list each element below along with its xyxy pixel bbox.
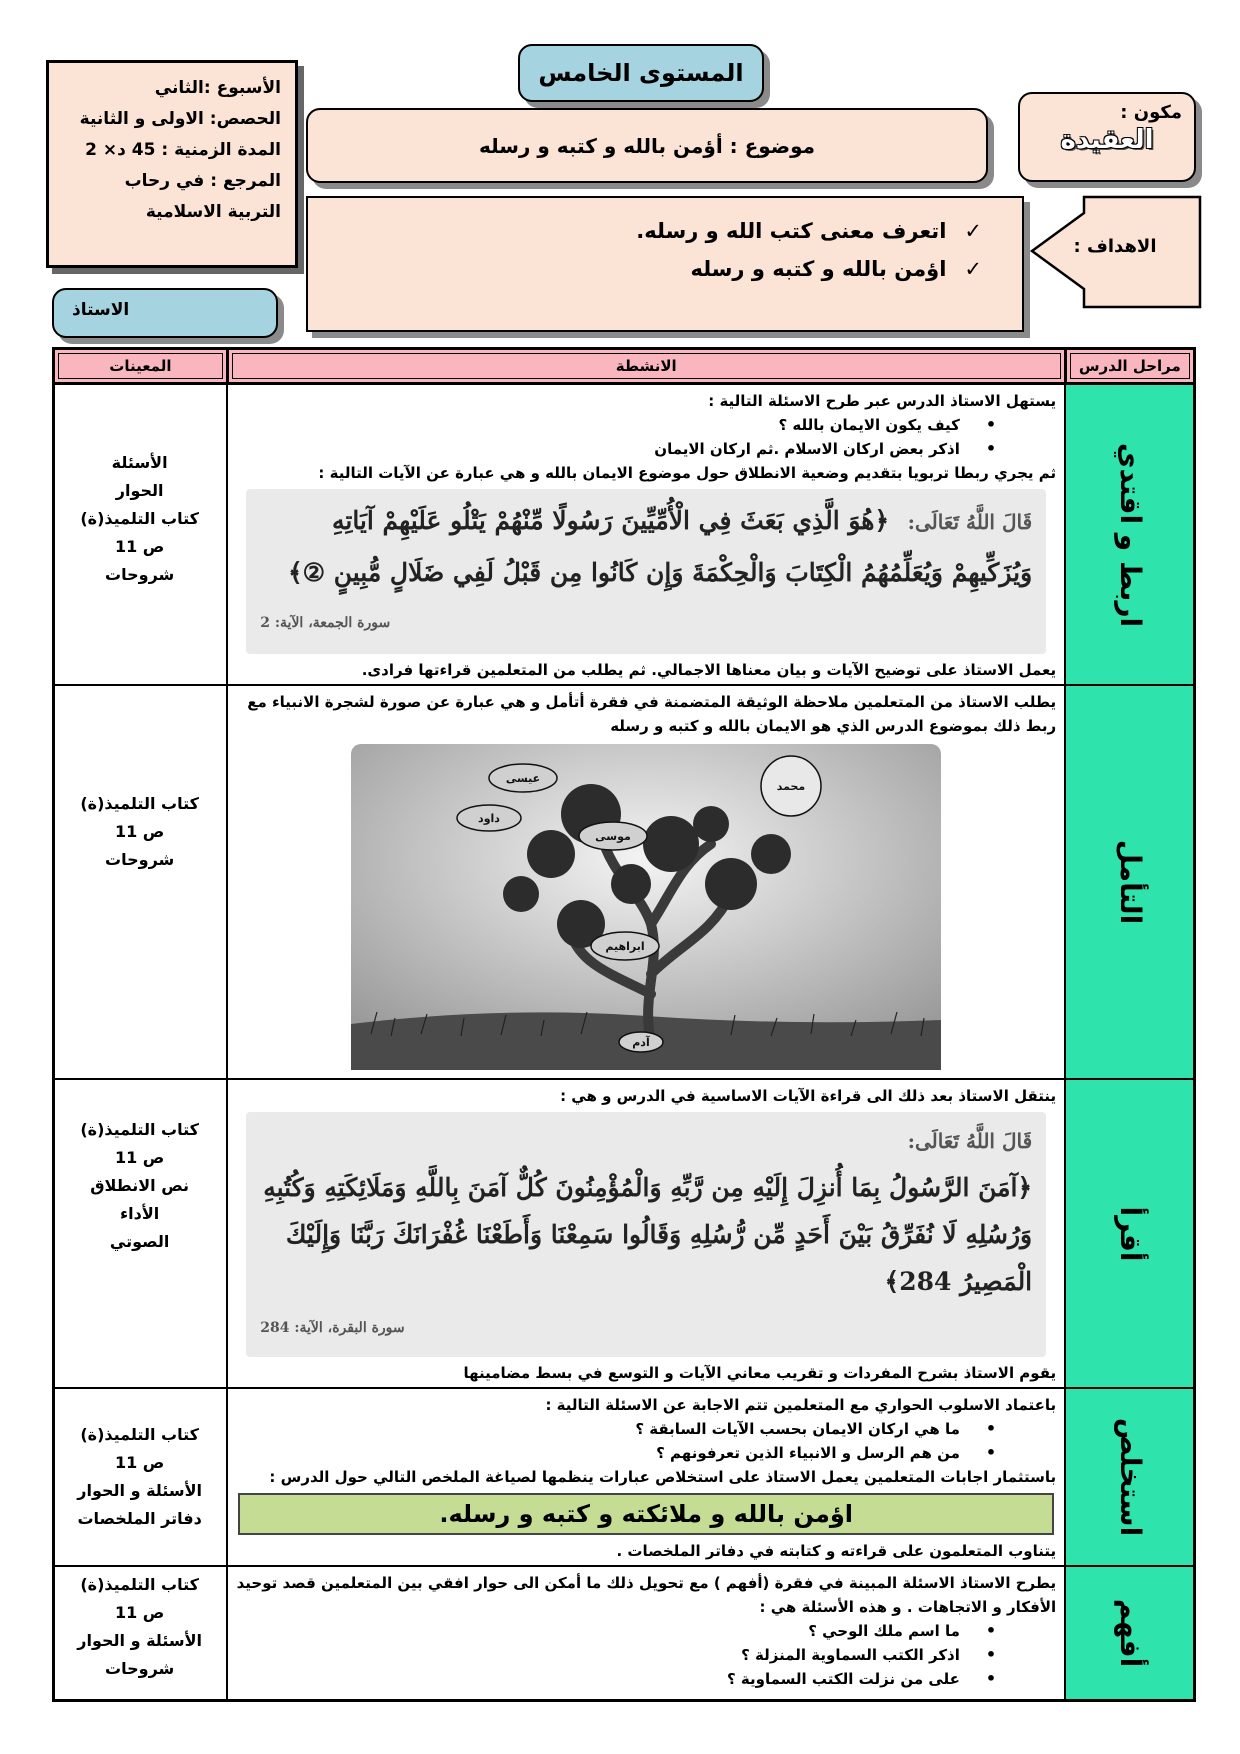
quran-verse: ﴿آمَنَ الرَّسُولُ بِمَا أُنزِلَ إِلَيْهِ مِن رَّبِّهِ وَالْمُؤْمِنُونَ كُلٌّ آمَنَ بِاللَّهِ وَمَلَائِكَتِهِ وَكُتُبِهِ وَرُسُلِهِ لَا نُفَرِّقُ بَيْنَ أَحَدٍ مِّن رُّسُلِهِ وَقَالُوا سَمِعْنَا وَأَطَعْنَا غُفْرَانَكَ رَبَّنَا وَإِلَيْكَ الْمَصِيرُ 284﴾ <box>263 1173 1033 1296</box>
table-row <box>54 1079 1195 1388</box>
resource-item: ص 11 <box>114 1603 165 1622</box>
resource-item: ص 11 <box>114 537 165 556</box>
activity-text: يعمل الاستاذ على توضيح الآيات و بيان معناها الاجمالي. ثم يطلب من المتعلمين قراءتها فرادى. <box>361 661 1057 679</box>
header-stages: مراحل الدرس <box>1065 349 1194 384</box>
list-item: • ما اسم ملك الوحي ؟ <box>236 1619 996 1643</box>
resource-item: كتاب التلميذ(ة) <box>80 1425 199 1444</box>
activities-cell <box>227 685 1065 1079</box>
teacher-box: الاستاذ <box>52 288 278 338</box>
sessions-text: الحصص: الاولى و الثانية <box>79 109 281 129</box>
lesson-info-box <box>46 60 298 268</box>
stage-label: اربط و اقتدي <box>1113 442 1147 627</box>
resource-item: كتاب التلميذ(ة) <box>80 1120 199 1139</box>
resource-item: نص الانطلاق <box>90 1176 190 1195</box>
resources-cell <box>54 1566 228 1700</box>
resource-item: الأسئلة <box>111 453 168 472</box>
reference-text-2: التربية الاسلامية <box>145 202 281 222</box>
resources-cell <box>54 685 228 1079</box>
tree-label: موسى <box>595 830 632 843</box>
header-activities: الانشطة <box>227 349 1065 384</box>
resources-cell <box>54 1079 228 1388</box>
list-item: • على من نزلت الكتب السماوية ؟ <box>236 1667 996 1691</box>
tree-label: داود <box>478 812 501 825</box>
tree-label: ابراهيم <box>605 940 645 953</box>
activity-text: ثم يجري ربطا تربويا بتقديم وضعية الانطلاق حول موضوع الايمان بالله و هي عبارة عن الآيات التالية : <box>318 464 1057 482</box>
stage-cell <box>1065 384 1194 686</box>
activity-text: باعتماد الاسلوب الحواري مع المتعلمين تتم الاجابة عن الاسئلة التالية : <box>545 1396 1057 1414</box>
resource-item: الأداء <box>119 1204 160 1223</box>
activities-cell <box>227 384 1065 686</box>
component-label: مكون : <box>1120 102 1182 123</box>
table-row <box>54 1566 1195 1700</box>
header-resources: المعينات <box>54 349 228 384</box>
component-value: العقيدة <box>1060 125 1154 155</box>
table-row <box>54 1388 1195 1566</box>
resource-item: ص 11 <box>114 1453 165 1472</box>
table-header-row <box>54 349 1195 384</box>
week-text: الأسبوع :الثاني <box>154 78 281 98</box>
activity-text: باستثمار اجابات المتعلمين يعمل الاستاذ على استخلاص عبارات ينظمها لصياغة الملخص التالي حول الدرس : <box>269 1468 1057 1486</box>
prophets-tree-image <box>351 744 941 1070</box>
tree-label: محمد <box>776 780 806 793</box>
check-icon: ✓ <box>964 257 982 281</box>
question-list <box>236 1619 1056 1691</box>
activity-text: ينتقل الاستاذ بعد ذلك الى قراءة الآيات الاساسية في الدرس و هي : <box>560 1087 1057 1105</box>
stage-label: التأمل <box>1113 839 1147 925</box>
resources-cell <box>54 384 228 686</box>
activities-cell <box>227 1388 1065 1566</box>
goal-item: ✓اتعرف معنى كتب الله و رسله. <box>636 219 982 243</box>
question-list <box>236 1417 1056 1465</box>
table-row <box>54 384 1195 686</box>
stage-cell <box>1065 1566 1194 1700</box>
goals-label: الاهداف : <box>1073 236 1157 257</box>
resource-item: كتاب التلميذ(ة) <box>80 1575 199 1594</box>
table-row <box>54 685 1195 1079</box>
resource-item: الأسئلة و الحوار <box>77 1631 202 1650</box>
activity-text: يطلب الاستاذ من المتعلمين ملاحظة الوثيقة المتضمنة في فقرة أتأمل و هي عبارة عن صورة لشجرة الانبياء مع ربط ذلك بموضوع الدرس الذي هو الايمان بالله و كتبه و رسله <box>247 693 1057 735</box>
topic-box: موضوع : أؤمن بالله و كتبه و رسله <box>306 108 988 183</box>
activity-text: يتناوب المتعلمون على قراءته و كتابته في دفاتر الملخصات . <box>616 1542 1057 1560</box>
lesson-summary: اؤمن بالله و ملائكته و كتبه و رسله. <box>238 1493 1054 1535</box>
stage-label: أقرأ <box>1113 1206 1147 1261</box>
resource-item: دفاتر الملخصات <box>77 1509 202 1528</box>
list-item: • كيف يكون الايمان بالله ؟ <box>236 413 996 437</box>
resource-item: الأسئلة و الحوار <box>77 1481 202 1500</box>
tree-label: آدم <box>632 1036 650 1049</box>
goal-item: ✓اؤمن بالله و كتبه و رسله <box>690 257 982 281</box>
stage-cell <box>1065 685 1194 1079</box>
quran-verse-image <box>246 1112 1046 1357</box>
duration-text: المدة الزمنية : 45 د× 2 <box>85 140 281 160</box>
goals-box <box>306 196 1024 332</box>
resource-item: ص 11 <box>114 822 165 841</box>
quran-intro: قَالَ اللَّهُ تَعَالَى: <box>907 510 1033 534</box>
resource-item: شروحات <box>105 850 175 869</box>
quran-intro: قَالَ اللَّهُ تَعَالَى: <box>907 1129 1033 1153</box>
stage-label: أفهم <box>1113 1598 1147 1667</box>
resource-item: الصوتي <box>109 1232 170 1251</box>
component-box <box>1018 92 1196 182</box>
quran-reference: سورة الجمعة، الآية: 2 <box>260 615 391 631</box>
quran-verse: ﴿هُوَ الَّذِي بَعَثَ فِي الْأُمِّيِّينَ رَسُولًا مِّنْهُمْ يَتْلُو عَلَيْهِمْ آيَاتِهِ وَيُزَكِّيهِمْ وَيُعَلِّمُهُمُ الْكِتَابَ وَالْحِكْمَةَ وَإِن كَانُوا مِن قَبْلُ لَفِي ضَلَالٍ مُّبِينٍ ②﴾ <box>287 506 1033 587</box>
list-item: • من هم الرسل و الانبياء الذين تعرفونهم ؟ <box>236 1441 996 1465</box>
resource-item: كتاب التلميذ(ة) <box>80 509 199 528</box>
list-item: • اذكر الكتب السماوية المنزلة ؟ <box>236 1643 996 1667</box>
resources-cell <box>54 1388 228 1566</box>
resource-item: الحوار <box>115 481 164 500</box>
list-item: • اذكر بعض اركان الاسلام .ثم اركان الايمان <box>236 437 996 461</box>
stage-cell <box>1065 1079 1194 1388</box>
lesson-table <box>52 347 1196 1702</box>
activities-cell <box>227 1566 1065 1700</box>
resource-item: كتاب التلميذ(ة) <box>80 794 199 813</box>
resource-item: شروحات <box>105 565 175 584</box>
activities-cell <box>227 1079 1065 1388</box>
resource-item: شروحات <box>105 1659 175 1678</box>
quran-reference: سورة البقرة، الآية: 284 <box>260 1320 405 1336</box>
tree-label: عيسى <box>506 772 541 785</box>
stage-cell <box>1065 1388 1194 1566</box>
reference-text-1: المرجع : في رحاب <box>124 171 281 191</box>
check-icon: ✓ <box>964 219 982 243</box>
activity-text: يطرح الاستاذ الاسئلة المبينة في فقرة (أفهم ) مع تحويل ذلك ما أمكن الى حوار افقي بين المتعلمين قصد توحيد الأفكار و الاتجاهات . و هذه الأسئلة هي : <box>236 1574 1057 1616</box>
quran-verse-image <box>246 489 1046 654</box>
list-item: • ما هي اركان الايمان بحسب الآيات السابقة ؟ <box>236 1417 996 1441</box>
activity-text: يقوم الاستاذ بشرح المفردات و تقريب معاني الآيات و التوسع في بسط مضامينها <box>463 1364 1057 1382</box>
question-list <box>236 413 1056 461</box>
activity-text: يستهل الاستاذ الدرس عبر طرح الاسئلة التالية : <box>708 392 1057 410</box>
level-title: المستوى الخامس <box>518 44 764 102</box>
resource-item: ص 11 <box>114 1148 165 1167</box>
stage-label: استخلص <box>1113 1417 1147 1537</box>
